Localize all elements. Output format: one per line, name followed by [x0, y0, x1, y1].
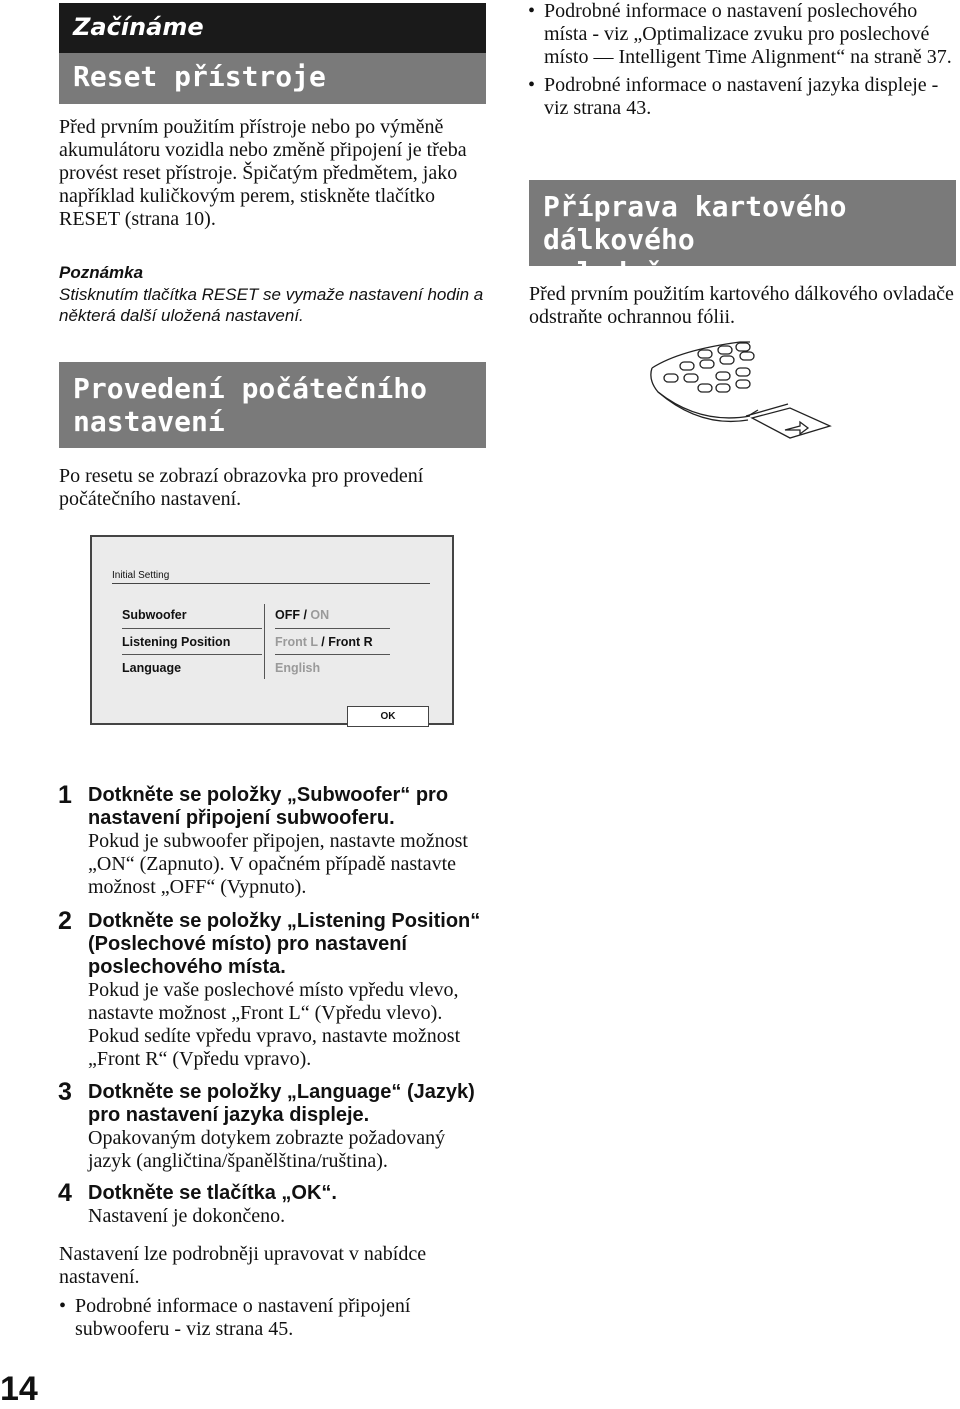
card-remote-illustration: [640, 340, 840, 440]
remote-heading: [529, 180, 956, 289]
reset-heading-text: Reset přístroje: [73, 60, 326, 93]
row-listening-label[interactable]: Listening Position: [122, 635, 231, 649]
step-1: [58, 781, 488, 899]
subwoofer-off[interactable]: OFF: [275, 608, 300, 622]
step-heading: Dotkněte se položky „Subwoofer“ pro nastavení připojení subwooferu.: [88, 784, 449, 829]
listening-sep: /: [317, 635, 329, 649]
initial-paragraph: Po resetu se zobrazí obrazovka pro provedení počátečního nastavení.: [59, 465, 424, 510]
step-body: Pokud je subwoofer připojen, nastavte možnost „ON“ (Zapnuto). V opačném případě nastavte možnost „OFF“ (Vypnuto).: [88, 830, 468, 898]
step-3: [58, 1078, 488, 1173]
step-number: 2: [58, 907, 72, 935]
step-heading: Dotkněte se položky „Language“ (Jazyk) pro nastavení jazyka displeje.: [88, 1081, 475, 1126]
initial-heading-line1: Provedení počátečního: [73, 372, 428, 405]
remote-heading-line1: Příprava kartového dálkového: [543, 190, 847, 256]
row-listening-value[interactable]: [275, 635, 390, 649]
front-r[interactable]: Front R: [328, 635, 373, 649]
step-body: Opakovaným dotykem zobrazte požadovaný jazyk (angličtina/španělština/ruština).: [88, 1127, 446, 1172]
step-number: 4: [58, 1179, 72, 1207]
step-heading: Dotkněte se tlačítka „OK“.: [88, 1182, 337, 1204]
step-2: [58, 907, 488, 1071]
note-title: Poznámka: [59, 263, 144, 282]
step-number: 1: [58, 781, 72, 809]
chapter-title: Začínáme: [73, 13, 204, 41]
row-subwoofer-label[interactable]: Subwoofer: [122, 608, 187, 622]
note-text: Stisknutím tlačítka RESET se vymaže nastavení hodin a některá další uložená nastavení.: [59, 285, 484, 325]
remote-heading-line2: ovladače: [543, 256, 678, 289]
bullet-language: • Podrobné informace o nastavení jazyka displeje - viz strana 43.: [528, 74, 953, 120]
step-body: Pokud je vaše poslechové místo vpředu vlevo, nastavte možnost „Front L“ (Vpředu vlevo). Pokud sedíte vpředu vpravo, nastavte možnost „Front R“ (Vpředu vpravo).: [88, 979, 461, 1070]
reset-paragraph: Před prvním použitím přístroje nebo po výměně akumulátoru vozidla nebo změně připojení je třeba provést reset přístroje. Špičatým předmětem, jako například kuličkovým perem, stiskněte tlačítko RESET (strana 10).: [59, 116, 467, 230]
reset-heading: [59, 53, 486, 104]
bullet-listening-position: • Podrobné informace o nastavení poslechového místa - viz „Optimalizace zvuku pro poslechové místo — Intelligent Time Alignment“ na straně 37.: [528, 0, 953, 69]
front-l[interactable]: Front L: [275, 635, 318, 649]
row-language-value[interactable]: English: [275, 661, 321, 675]
column-divider: [264, 604, 265, 679]
step-4: [58, 1179, 488, 1228]
screen-title: Initial Setting: [112, 570, 430, 584]
step-heading: Dotkněte se položky „Listening Position“ (Poslechové místo) pro nastavení poslechového místa.: [88, 910, 481, 978]
ok-button[interactable]: OK: [347, 706, 429, 727]
subwoofer-on[interactable]: ON: [310, 608, 330, 622]
step-number: 3: [58, 1078, 72, 1106]
right-bullets: [528, 0, 953, 125]
step-body: Nastavení je dokončeno.: [88, 1205, 286, 1227]
remote-paragraph: Před prvním použitím kartového dálkového ovladače odstraňte ochrannou fólii.: [529, 283, 954, 328]
row-divider: [122, 628, 262, 629]
chapter-bar: [59, 3, 486, 53]
row-divider: [275, 628, 390, 629]
row-divider: [275, 654, 390, 655]
row-subwoofer-value[interactable]: [275, 608, 390, 622]
initial-heading-line2: nastavení: [73, 405, 225, 438]
subwoofer-sep: /: [300, 608, 311, 622]
page-number: 14: [0, 1370, 38, 1408]
after-steps-paragraph: Nastavení lze podrobněji upravovat v nabídce nastavení.: [59, 1243, 427, 1288]
row-language-label[interactable]: Language: [122, 661, 182, 675]
row-divider: [122, 654, 262, 655]
after-steps-bullet: • Podrobné informace o nastavení připojení subwooferu - viz strana 45.: [59, 1295, 505, 1341]
initial-setting-screen: [90, 535, 454, 725]
initial-setting-heading: [59, 362, 486, 448]
